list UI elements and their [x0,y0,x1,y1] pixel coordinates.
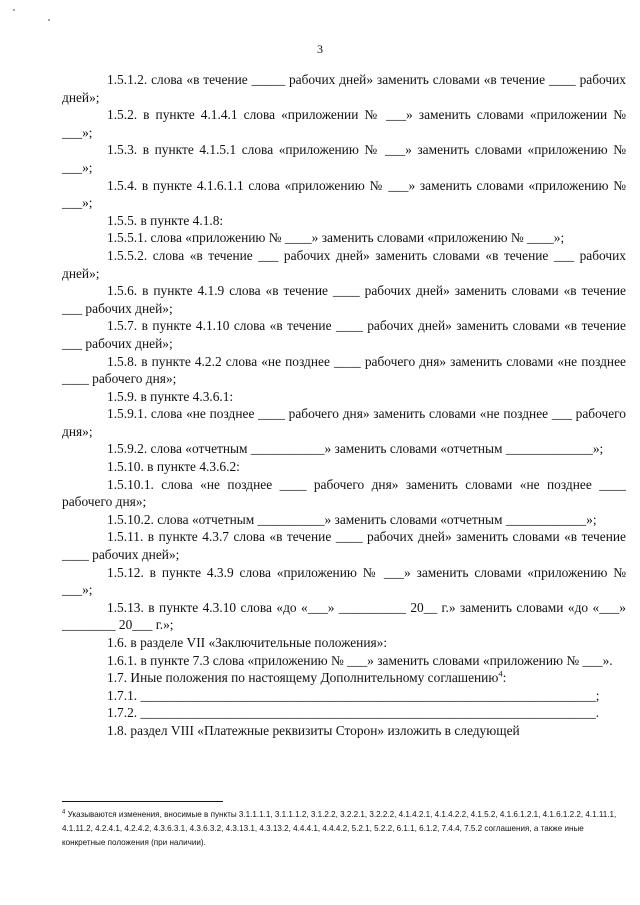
footnote-mark: 4 [62,809,66,816]
paragraph-1-5-9-1: 1.5.9.1. слова «не позднее ____ рабочего дня» заменить словами «не позднее ___ рабочего дня»; [62,406,630,439]
paragraph-1-7-1: 1.7.1. ____________________________________________________________________; [107,687,600,703]
footnote-separator [62,801,223,802]
paragraph-1-7 [62,669,626,687]
footnote [62,808,626,850]
paragraph-1-5-4: 1.5.4. в пункте 4.1.6.1.1 слова «приложению № ___» заменить словами «приложению № ___»; [62,177,630,211]
paragraph-1-6-1: 1.6.1. в пункте 7.3 слова «приложению № ___» заменить словами «приложению № ___». [107,652,613,668]
paragraph-1-5-10: 1.5.10. в пункте 4.3.6.2: [107,459,240,475]
paragraph-1-5-10-1: 1.5.10.1. слова «не позднее ____ рабочего дня» заменить словами «не позднее ____ рабочего дня»; [62,476,630,510]
paragraph-1-5-9: 1.5.9. в пункте 4.3.6.1: [107,388,234,404]
paragraph-1-5-10-2: 1.5.10.2. слова «отчетным __________» заменить словами «отчетным ____________»; [107,511,597,527]
paragraph-1-5-7: 1.5.7. в пункте 4.1.10 слова «в течение ____ рабочих дней» заменить словами «в течение ___ рабочих дней»; [62,318,630,351]
paragraph-1-5-5: 1.5.5. в пункте 4.1.8: [107,212,224,228]
paragraph-1-5-8: 1.5.8. в пункте 4.2.2 слова «не позднее ____ рабочего дня» заменить словами «не позднее ____ рабочего дня»; [62,353,630,387]
paragraph-1-5-6: 1.5.6. в пункте 4.1.9 слова «в течение ____ рабочих дней» заменить словами «в течение ___ рабочих дней»; [62,283,630,316]
paragraph-1-5-5-2: 1.5.5.2. слова «в течение ___ рабочих дней» заменить словами «в течение ___ рабочих дней»; [62,247,630,281]
paragraph-1-8: 1.8. раздел VIII «Платежные реквизиты Сторон» изложить в следующей [107,722,520,738]
paragraph-1-5-1-2: 1.5.1.2. слова «в течение _____ рабочих дней» заменить словами «в течение ____ рабочих дней»; [62,72,630,105]
paragraph-1-5-5-1: 1.5.5.1. слова «приложению № ____» заменить словами «приложению № ____»; [107,230,565,246]
paragraph-1-7-2: 1.7.2. ____________________________________________________________________. [107,705,600,721]
document-body [62,71,630,740]
paragraph-1-5-11: 1.5.11. в пункте 4.3.7 слова «в течение ____ рабочих дней» заменить словами «в течение ____ рабочих дней»; [62,529,630,563]
paragraph-1-5-2: 1.5.2. в пункте 4.1.4.1 слова «приложении № ___» заменить словами «приложении № ___»; [62,107,630,140]
footnote-reference: 4 [498,668,503,679]
scan-speck [48,19,50,21]
paragraph-1-5-9-2: 1.5.9.2. слова «отчетным ___________» заменить словами «отчетным _____________»; [107,441,604,457]
scan-speck [13,9,15,11]
paragraph-1-7-suffix: : [502,670,507,686]
footnote-text: Указываются изменения, вносимые в пункты 3.1.1.1.1, 3.1.1.1.2, 3.1.2.2, 3.2.2.1, 3.2.2.2, 4.1.4.2.1, 4.1.4.2.2, 4.1.5.2, 4.1.6.1.2.1, 4.1.6.1.2.2, 4.1.11.1, 4.1.11.2, 4.2.4.1, 4.2.4.2, 4.3.6.3.1, 4.3.6.3.2, 4.3.13.1, 4.3.13.2, 4.4.4.1, 4.4.4.2, 5.2.1, 5.2.2, 6.1.1, 6.1.2, 7.4.4, 7.5.2 соглашения, а также иные конкретные положения (при наличии). [62,810,619,847]
paragraph-1-6: 1.6. в разделе VII «Заключительные положения»: [107,635,388,650]
page-number: 3 [317,42,323,56]
paragraph-1-5-3: 1.5.3. в пункте 4.1.5.1 слова «приложению № ___» заменить словами «приложению № ___»; [62,142,630,175]
paragraph-1-7-text: 1.7. Иные положения по настоящему Дополнительному соглашению [107,670,499,686]
paragraph-1-5-13: 1.5.13. в пункте 4.3.10 слова «до «___» __________ 20__ г.» заменить словами «до «___» ________ 20___ г.»; [62,599,630,633]
paragraph-1-5-12: 1.5.12. в пункте 4.3.9 слова «приложению № ___» заменить словами «приложению № ___»; [62,564,630,598]
